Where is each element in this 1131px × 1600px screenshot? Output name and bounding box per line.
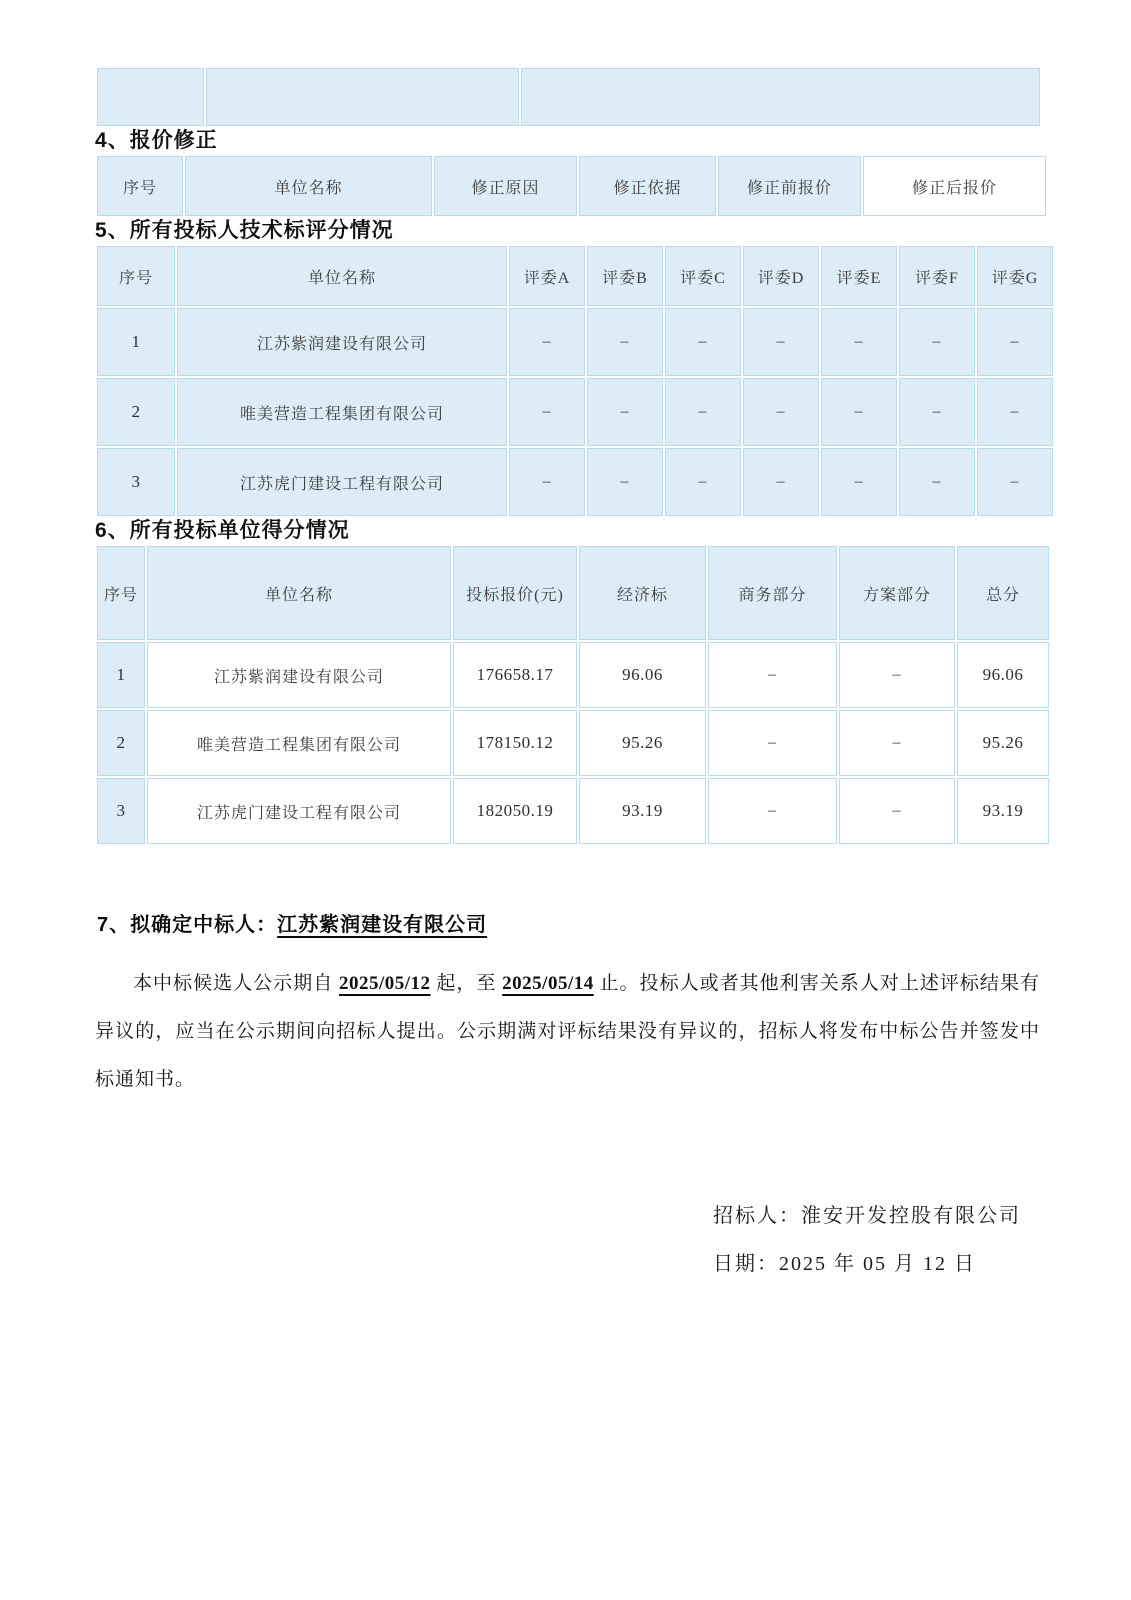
column-header: 投标报价(元): [453, 546, 577, 640]
column-header: 商务部分: [708, 546, 837, 640]
score-cell: –: [665, 448, 741, 516]
score-cell: –: [743, 448, 819, 516]
table-row: [97, 68, 1040, 126]
score-cell: –: [665, 308, 741, 376]
publicity-notice-paragraph: [95, 960, 1040, 1104]
document-body: [95, 0, 1040, 1288]
column-header: 单位名称: [147, 546, 451, 640]
company-name-cell: 江苏虎门建设工程有限公司: [147, 778, 451, 844]
seq-cell: 1: [97, 308, 175, 376]
score-cell: –: [509, 448, 585, 516]
total-score-cell: 95.26: [957, 710, 1049, 776]
column-header: 单位名称: [185, 156, 432, 216]
table-header-row: [97, 546, 1049, 640]
economic-score-cell: 96.06: [579, 642, 706, 708]
carryover-cell: [206, 68, 519, 126]
bid-price-cell: 176658.17: [453, 642, 577, 708]
notice-text: 本中标候选人公示期自: [133, 973, 339, 994]
bid-price-cell: 182050.19: [453, 778, 577, 844]
plan-score-cell: –: [839, 642, 955, 708]
column-header: 评委D: [743, 246, 819, 306]
economic-score-cell: 93.19: [579, 778, 706, 844]
company-name-cell: 江苏紫润建设有限公司: [177, 308, 507, 376]
table-header-row: [97, 246, 1053, 306]
seq-cell: 3: [97, 778, 145, 844]
company-name-cell: 江苏虎门建设工程有限公司: [177, 448, 507, 516]
column-header: 经济标: [579, 546, 706, 640]
section4-heading: 4、报价修正: [95, 129, 218, 152]
column-header: 修正前报价: [718, 156, 861, 216]
table-row: [97, 778, 1049, 844]
publicity-start-date: 2025/05/12: [339, 973, 431, 994]
total-score-cell: 96.06: [957, 642, 1049, 708]
business-score-cell: –: [708, 710, 837, 776]
column-header: 序号: [97, 546, 145, 640]
total-score-cell: 93.19: [957, 778, 1049, 844]
table-row: [97, 448, 1053, 516]
column-header: 评委C: [665, 246, 741, 306]
plan-score-cell: –: [839, 710, 955, 776]
column-header: 评委B: [587, 246, 663, 306]
seq-cell: 1: [97, 642, 145, 708]
score-cell: –: [587, 448, 663, 516]
table-row: [97, 308, 1053, 376]
column-header: 单位名称: [177, 246, 507, 306]
score-cell: –: [743, 378, 819, 446]
score-cell: –: [821, 448, 897, 516]
seq-cell: 3: [97, 448, 175, 516]
business-score-cell: –: [708, 778, 837, 844]
score-cell: –: [899, 448, 975, 516]
column-header: 方案部分: [839, 546, 955, 640]
column-header: 评委A: [509, 246, 585, 306]
column-header: 序号: [97, 246, 175, 306]
score-cell: –: [977, 308, 1053, 376]
score-cell: –: [509, 308, 585, 376]
score-cell: –: [899, 378, 975, 446]
economic-score-cell: 95.26: [579, 710, 706, 776]
business-score-cell: –: [708, 642, 837, 708]
plan-score-cell: –: [839, 778, 955, 844]
carryover-cell: [521, 68, 1040, 126]
score-cell: –: [743, 308, 819, 376]
score-cell: –: [587, 308, 663, 376]
winner-company-name: 江苏紫润建设有限公司: [277, 914, 488, 936]
score-cell: –: [821, 378, 897, 446]
section5-heading: 5、所有投标人技术标评分情况: [95, 219, 394, 242]
section7-heading: [97, 912, 1040, 938]
technical-score-table: [95, 244, 1055, 518]
table-row: [97, 642, 1049, 708]
company-name-cell: 江苏紫润建设有限公司: [147, 642, 451, 708]
table-header-row: [97, 156, 1046, 216]
company-name-cell: 唯美营造工程集团有限公司: [147, 710, 451, 776]
notice-text: 止。投标人或者其他利害关系人对上述评标结果有异议的，应当在公示期间向招标人提出。公示期满对评标结果没有异议的，招标人将发布中标公告并签发中标通知书。: [95, 973, 1040, 1090]
price-correction-table: [95, 154, 1048, 218]
column-header: 修正原因: [434, 156, 577, 216]
column-header: 评委F: [899, 246, 975, 306]
score-cell: –: [587, 378, 663, 446]
column-header: 总分: [957, 546, 1049, 640]
score-cell: –: [665, 378, 741, 446]
score-cell: –: [977, 378, 1053, 446]
signature-block: [713, 1192, 1040, 1288]
seq-cell: 2: [97, 710, 145, 776]
seq-cell: 2: [97, 378, 175, 446]
winner-label: 7、拟确定中标人：: [97, 914, 278, 936]
bid-price-cell: 178150.12: [453, 710, 577, 776]
section6-heading: 6、所有投标单位得分情况: [95, 519, 350, 542]
table-row: [97, 378, 1053, 446]
tenderer-line: 招标人：淮安开发控股有限公司: [713, 1205, 1021, 1227]
score-cell: –: [821, 308, 897, 376]
column-header: 修正依据: [579, 156, 716, 216]
score-cell: –: [977, 448, 1053, 516]
publicity-end-date: 2025/05/14: [502, 973, 594, 994]
carryover-table: [95, 66, 1042, 128]
column-header: 评委E: [821, 246, 897, 306]
total-score-table: [95, 544, 1051, 846]
column-header: 修正后报价: [863, 156, 1046, 216]
date-line: 日期：2025 年 05 月 12 日: [713, 1253, 976, 1275]
column-header: 序号: [97, 156, 183, 216]
table-row: [97, 710, 1049, 776]
score-cell: –: [899, 308, 975, 376]
notice-text: 起，至: [430, 973, 503, 994]
carryover-cell: [97, 68, 204, 126]
column-header: 评委G: [977, 246, 1053, 306]
score-cell: –: [509, 378, 585, 446]
company-name-cell: 唯美营造工程集团有限公司: [177, 378, 507, 446]
